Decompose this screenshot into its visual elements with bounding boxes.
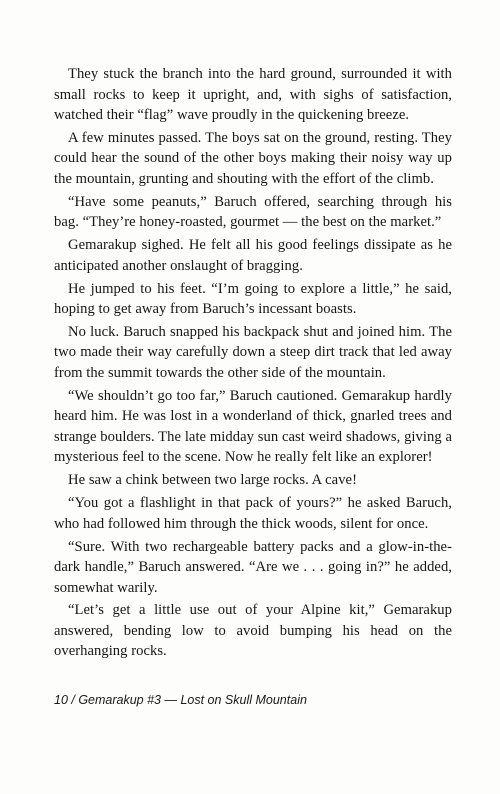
paragraph: “You got a flashlight in that pack of yours?” he asked Baruch, who had followed him through the thick woods, silent for once. (54, 495, 452, 532)
paragraph: He saw a chink between two large rocks. A cave! (68, 472, 357, 489)
paragraph: A few minutes passed. The boys sat on the ground, resting. They could hear the sound of the other boys making their noisy way up the mountain, grunting and shouting with the effort of the climb. (54, 129, 452, 187)
paragraph: “Let’s get a little use out of your Alpine kit,” Gemarakup answered, bending low to avoid bumping his head on the overhanging rocks. (54, 602, 452, 660)
body-text (54, 64, 452, 664)
paragraph: Gemarakup sighed. He felt all his good feelings dissipate as he anticipated another onslaught of bragging. (54, 237, 452, 274)
paragraph: He jumped to his feet. “I’m going to explore a little,” he said, hoping to get away from Baruch’s incessant boasts. (54, 280, 452, 318)
paragraph: “Sure. With two rechargeable battery packs and a glow-in-the-dark handle,” Baruch answered. “Are we . . . going in?” he added, somewhat warily. (54, 538, 452, 596)
paragraph: “We shouldn’t go too far,” Baruch cautioned. Gemarakup hardly heard him. He was lost in a wonderland of thick, gnarled trees and strange boulders. The late midday sun cast weird shadows, giving a mysterious feel to the scene. Now he really felt like an explorer! (54, 387, 452, 466)
paragraph: No luck. Baruch snapped his backpack shut and joined him. The two made their way carefully down a steep dirt track that led away from the summit towards the other side of the mountain. (54, 323, 452, 381)
page-footer-folio: 10 / Gemarakup #3 — Lost on Skull Mountain (54, 693, 307, 707)
paragraph: They stuck the branch into the hard ground, surrounded it with small rocks to keep it upright, and, with sighs of satisfaction, watched their “flag” wave proudly in the quickening breeze. (54, 66, 452, 123)
paragraph: “Have some peanuts,” Baruch offered, searching through his bag. “They’re honey-roasted, gourmet — the best on the market.” (54, 193, 452, 231)
